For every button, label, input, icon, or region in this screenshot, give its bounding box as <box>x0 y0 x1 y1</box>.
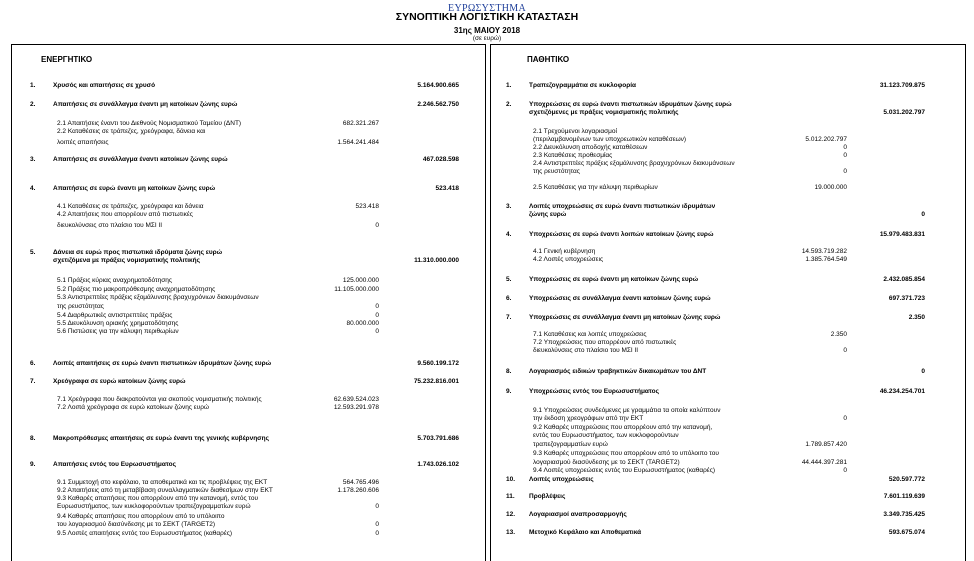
sub-item-label: (περιλαμβανομένων των υποχρεωτικών καταθέσεων) <box>533 136 687 143</box>
sub-item-label: 7.2 Υποχρεώσεις που απορρέουν από πιστωτικές <box>533 339 677 346</box>
line-item-label: Δάνεια σε ευρώ προς πιστωτικά ιδρύματα ζώνης ευρώ <box>53 249 223 256</box>
line-item-label: Απαιτήσεις σε συνάλλαγμα έναντι μη κατοίκων ζώνης ευρώ <box>53 101 238 108</box>
row-number: 2. <box>30 101 36 108</box>
sub-amount: 125.000.000 <box>342 277 379 284</box>
sub-item-label: 4.1 Καταθέσεις σε τράπεζες, χρεόγραφα και δάνεια <box>57 203 204 210</box>
sub-item-label: 5.4 Διαρθρωτικές αντιστρεπτέες πράξεις <box>57 312 173 319</box>
total-amount: 2.350 <box>908 314 925 321</box>
sub-item-label: της ρευστότητας <box>533 168 580 175</box>
line-item-label: Λοιπές απαιτήσεις σε ευρώ έναντι πιστωτικών ιδρυμάτων ζώνης ευρώ <box>53 360 272 367</box>
sub-item-label: 5.5 Διευκόλυνση οριακής χρηματοδότησης <box>57 320 179 327</box>
row-number: 7. <box>30 378 36 385</box>
sub-amount: 0 <box>843 152 847 159</box>
sub-item-label: διευκολύνσεις στο πλαίσιο του ΜΣΙ ΙΙ <box>533 347 639 354</box>
row-number: 8. <box>30 435 36 442</box>
line-item-label: Λοιπές υποχρεώσεις σε ευρώ έναντι πιστωτικών ιδρυμάτων <box>529 203 716 210</box>
sub-item-label: 2.1 Απαιτήσεις έναντι του Διεθνούς Νομισματικού Ταμείου (ΔΝΤ) <box>57 120 242 127</box>
sub-amount: 2.350 <box>830 331 847 338</box>
sub-item-label: λογαριασμού διασύνδεσης με το ΣΕΚΤ (TARGET2) <box>533 459 680 466</box>
sub-item-label: 5.6 Πιστώσεις για την κάλυψη περιθωρίων <box>57 328 179 335</box>
sub-item-label: 9.2 Απαιτήσεις από τη μεταβίβαση συναλλαγματικών διαθεσίμων στην ΕΚΤ <box>57 487 273 494</box>
sub-amount: 523.418 <box>355 203 379 210</box>
sub-item-label: 9.5 Λοιπές απαιτήσεις εντός του Ευρωσυστήματος (καθαρές) <box>57 530 233 537</box>
sub-item-label: 9.1 Υποχρεώσεις συνδεόμενες με γραμμάτια τα οποία καλύπτουν <box>533 407 721 414</box>
sub-amount: 0 <box>843 467 847 474</box>
sub-amount: 1.564.241.484 <box>337 139 379 146</box>
row-number: 10. <box>506 476 516 483</box>
line-item-label: Τραπεζογραμμάτια σε κυκλοφορία <box>529 82 637 89</box>
total-amount: 15.979.483.831 <box>879 231 925 238</box>
total-amount: 0 <box>921 211 925 218</box>
sub-item-label: 7.2 Λοιπά χρεόγραφα σε ευρώ κατοίκων ζώνης ευρώ <box>57 404 209 411</box>
sub-amount: 1.789.857.420 <box>805 441 847 448</box>
sub-item-label: 9.4 Καθαρές απαιτήσεις που απορρέουν από το υπόλοιπο <box>57 513 225 520</box>
sub-amount: 62.639.524.023 <box>333 396 379 403</box>
sub-item-label: 5.2 Πράξεις πιο μακροπρόθεσμης αναχρηματοδότησης <box>57 286 216 293</box>
sub-item-label: 4.1 Γενική κυβέρνηση <box>533 248 596 255</box>
sub-item-label: 5.3 Αντιστρεπτέες πράξεις εξομάλυνσης βραχυχρόνιων διακυμάνσεων <box>57 294 259 301</box>
line-item-label: ζώνης ευρώ <box>529 211 567 218</box>
line-item-label: Υποχρεώσεις σε συνάλλαγμα έναντι μη κατοίκων ζώνης ευρώ <box>529 314 721 321</box>
sub-item-label: 9.4 Λοιπές υποχρεώσεις εντός του Ευρωσυστήματος (καθαρές) <box>533 467 715 474</box>
total-amount: 593.675.074 <box>888 529 925 536</box>
sub-amount: 0 <box>843 415 847 422</box>
sub-item-label: 7.1 Χρεόγραφα που διακρατούνται για σκοπούς νομισματικής πολιτικής <box>57 396 262 403</box>
sub-item-label: 2.1 Τρεχούμενοι λογαριασμοί <box>533 128 617 135</box>
row-number: 9. <box>506 388 512 395</box>
row-number: 13. <box>506 529 516 536</box>
line-item-label: Υποχρεώσεις σε ευρώ έναντι μη κατοίκων ζώνης ευρώ <box>529 276 699 283</box>
sub-item-label: την έκδοση χρεογράφων από την ΕΚΤ <box>533 415 644 422</box>
sub-item-label: 2.5 Καταθέσεις για την κάλυψη περιθωρίων <box>533 184 658 191</box>
sub-amount: 0 <box>375 312 379 319</box>
statement-date: 31ης ΜΑΙΟΥ 2018 <box>453 26 521 35</box>
sub-amount: 0 <box>375 328 379 335</box>
liabilities-panel <box>490 44 966 561</box>
row-number: 3. <box>30 156 36 163</box>
sub-item-label: 2.4 Αντιστρεπτέες πράξεις εξομάλυνσης βραχυχρόνιων διακυμάνσεων <box>533 160 735 167</box>
total-amount: 467.028.598 <box>422 156 459 163</box>
unit-note: (σε ευρώ) <box>472 35 502 42</box>
line-item-label: Προβλέψεις <box>529 493 566 500</box>
line-item-label: Λοιπές υποχρεώσεις <box>529 476 594 483</box>
sub-amount: 14.593.719.282 <box>801 248 847 255</box>
line-item-label: Μετοχικό Κεφάλαιο και Αποθεματικά <box>529 529 642 536</box>
row-number: 1. <box>30 82 36 89</box>
assets-panel <box>11 44 486 561</box>
sub-item-label: τραπεζογραμματίων ευρώ <box>533 441 608 448</box>
row-number: 4. <box>506 231 512 238</box>
sub-item-label: 4.2 Απαιτήσεις που απορρέουν από πιστωτικές <box>57 211 193 218</box>
sub-item-label: 2.2 Διευκόλυνση αποδοχής καταθέσεων <box>533 144 648 151</box>
row-number: 6. <box>506 295 512 302</box>
total-amount: 697.371.723 <box>888 295 925 302</box>
sub-amount: 5.012.202.797 <box>805 136 847 143</box>
line-item-label: Λογαριασμός ειδικών τραβηκτικών δικαιωμάτων του ΔΝΤ <box>529 368 707 375</box>
sub-amount: 0 <box>375 530 379 537</box>
line-item-label: Υποχρεώσεις εντός του Ευρωσυστήματος <box>529 388 659 395</box>
total-amount: 11.310.000.000 <box>414 257 459 264</box>
total-amount: 75.232.816.001 <box>413 378 459 385</box>
row-number: 3. <box>506 203 512 210</box>
sub-item-label: 9.2 Καθαρές υποχρεώσεις που απορρέουν από την κατανομή, <box>533 424 713 431</box>
system-title: ΕΥΡΩΣΥΣΤΗΜΑ <box>448 3 526 14</box>
sub-item-label: διευκολύνσεις στο πλαίσιο του ΜΣΙ ΙΙ <box>57 222 163 229</box>
total-amount: 5.703.791.686 <box>417 435 459 442</box>
sub-amount: 11.105.000.000 <box>334 286 379 293</box>
sub-amount: 44.444.397.281 <box>801 459 847 466</box>
sub-item-label: 4.2 Λοιπές υποχρεώσεις <box>533 256 604 263</box>
total-amount: 2.432.085.854 <box>883 276 925 283</box>
sub-item-label: 2.3 Καταθέσεις προθεσμίας <box>533 152 613 159</box>
sub-amount: 1.178.260.606 <box>337 487 379 494</box>
total-amount: 3.349.735.425 <box>883 511 925 518</box>
liabilities-title: ΠΑΘΗΤΙΚΟ <box>527 55 570 64</box>
line-item-label: Υποχρεώσεις σε ευρώ έναντι λοιπών κατοίκων ζώνης ευρώ <box>529 231 714 238</box>
row-number: 9. <box>30 461 36 468</box>
sub-item-label: της ρευστότητας <box>57 303 104 310</box>
assets-title: ΕΝΕΡΓΗΤΙΚΟ <box>41 55 93 64</box>
row-number: 6. <box>30 360 36 367</box>
row-number: 5. <box>506 276 512 283</box>
sub-item-label: 7.1 Καταθέσεις και λοιπές υποχρεώσεις <box>533 331 647 338</box>
sub-amount: 0 <box>375 503 379 510</box>
sub-item-label: 2.2 Καταθέσεις σε τράπεζες, χρεόγραφα, δάνεια και <box>57 128 206 135</box>
total-amount: 9.560.199.172 <box>417 360 459 367</box>
sub-amount: 80.000.000 <box>346 320 379 327</box>
total-amount: 2.246.562.750 <box>417 101 459 108</box>
line-item-label: Απαιτήσεις σε ευρώ έναντι μη κατοίκων ζώνης ευρώ <box>53 185 216 192</box>
total-amount: 46.234.254.701 <box>879 388 925 395</box>
sub-amount: 0 <box>375 521 379 528</box>
sub-amount: 0 <box>843 347 847 354</box>
line-item-label: σχετιζόμενες με πράξεις νομισματικής πολιτικής <box>529 109 679 116</box>
sub-amount: 682.321.267 <box>342 120 379 127</box>
total-amount: 5.164.900.665 <box>417 82 459 89</box>
sub-amount: 0 <box>843 144 847 151</box>
sub-amount: 564.765.496 <box>342 479 379 486</box>
line-item-label: Υποχρεώσεις σε συνάλλαγμα έναντι κατοίκων ζώνης ευρώ <box>529 295 711 302</box>
sub-item-label: 9.3 Καθαρές υποχρεώσεις που απορρέουν από το υπόλοιπο του <box>533 450 719 457</box>
sub-item-label: 9.3 Καθαρές απαιτήσεις που απορρέουν από την κατανομή, εντός του <box>57 495 259 502</box>
line-item-label: Λογαριασμοί αναπροσαρμογής <box>529 511 627 518</box>
sub-amount: 1.385.764.549 <box>805 256 847 263</box>
row-number: 11. <box>506 493 515 500</box>
total-amount: 0 <box>921 368 925 375</box>
row-number: 12. <box>506 511 516 518</box>
sub-item-label: 9.1 Συμμετοχή στο κεφάλαιο, τα αποθεματικά και τις προβλέψεις της ΕΚΤ <box>57 479 268 486</box>
row-number: 1. <box>506 82 512 89</box>
total-amount: 523.418 <box>435 185 459 192</box>
sub-amount: 0 <box>375 222 379 229</box>
sub-item-label: λοιπές απαιτήσεις <box>57 139 109 146</box>
sub-amount: 0 <box>843 168 847 175</box>
row-number: 8. <box>506 368 512 375</box>
total-amount: 7.601.119.639 <box>883 493 925 500</box>
sub-item-label: Ευρωσυστήματος, των κυκλοφορούντων τραπεζογραμματίων ευρώ <box>57 503 251 510</box>
total-amount: 5.031.202.797 <box>883 109 925 116</box>
sub-amount: 0 <box>375 303 379 310</box>
line-item-label: Υποχρεώσεις σε ευρώ έναντι πιστωτικών ιδρυμάτων ζώνης ευρώ <box>529 101 732 108</box>
sub-item-label: εντός του Ευρωσυστήματος, των κυκλοφορούντων <box>533 432 679 439</box>
total-amount: 520.597.772 <box>888 476 925 483</box>
row-number: 5. <box>30 249 36 256</box>
total-amount: 1.743.026.102 <box>417 461 459 468</box>
total-amount: 31.123.709.875 <box>879 82 925 89</box>
line-item-label: Απαιτήσεις σε συνάλλαγμα έναντι κατοίκων ζώνης ευρώ <box>53 156 228 163</box>
sub-item-label: 5.1 Πράξεις κύριας αναχρηματοδότησης <box>57 277 172 284</box>
row-number: 4. <box>30 185 36 192</box>
sub-item-label: του λογαριασμού διασύνδεσης με το ΣΕΚΤ (TARGET2) <box>57 521 216 528</box>
row-number: 7. <box>506 314 512 321</box>
row-number: 2. <box>506 101 512 108</box>
sub-amount: 19.000.000 <box>814 184 847 191</box>
line-item-label: Χρυσός και απαιτήσεις σε χρυσό <box>53 82 156 89</box>
sub-amount: 12.593.291.978 <box>333 404 379 411</box>
line-item-label: Απαιτήσεις εντός του Ευρωσυστήματος <box>53 461 176 468</box>
line-item-label: Χρεόγραφα σε ευρώ κατοίκων ζώνης ευρώ <box>53 378 186 385</box>
line-item-label: σχετιζόμενα με πράξεις νομισματικής πολιτικής <box>53 257 201 264</box>
statement-title: ΣΥΝΟΠΤΙΚΗ ΛΟΓΙΣΤΙΚΗ ΚΑΤΑΣΤΑΣΗ <box>395 11 579 23</box>
line-item-label: Μακροπρόθεσμες απαιτήσεις σε ευρώ έναντι της γενικής κυβέρνησης <box>53 435 269 442</box>
